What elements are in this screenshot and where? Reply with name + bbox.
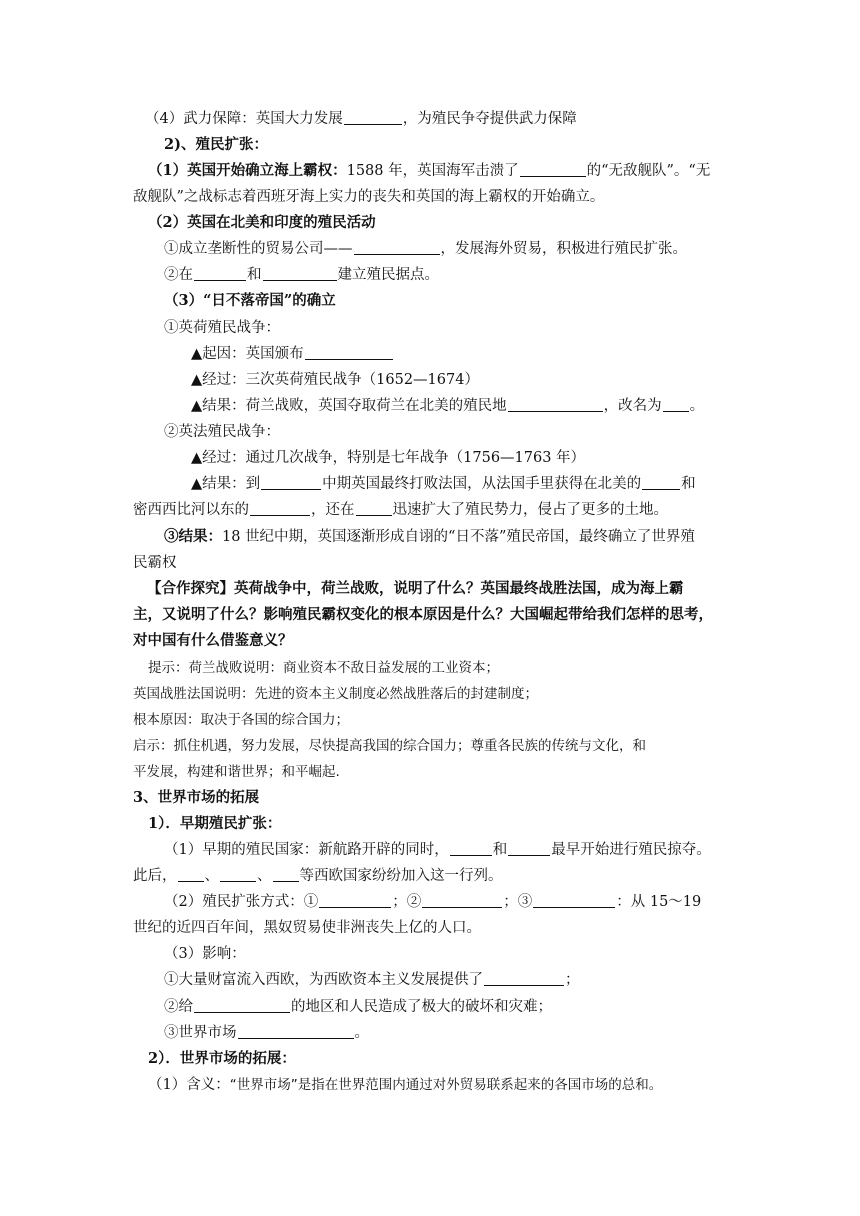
subsection-heading: （2）英国在北美和印度的殖民活动 bbox=[148, 214, 376, 231]
paragraph-line: ③结果：18 世纪中期，英国逐渐形成自诩的“日不落”殖民帝国，最终确立了世界殖 bbox=[164, 528, 695, 545]
fill-blank bbox=[261, 475, 321, 490]
paragraph-line: 密西西比河以东的 ，还在 迅速扩大了殖民势力，侵占了更多的土地。 bbox=[133, 502, 668, 518]
paragraph-line: ▲结果：到 中期英国最终打败法国，从法国手里获得在北美的 和 bbox=[191, 476, 696, 492]
cooperative-inquiry: 主，又说明了什么？影响殖民霸权变化的根本原因是什么？大国崛起带给我们怎样的思考， bbox=[133, 606, 713, 623]
fill-blank bbox=[194, 266, 246, 281]
fill-blank bbox=[484, 971, 564, 986]
fill-blank bbox=[273, 867, 299, 882]
hint-line: 根本原因：取决于各国的综合国力； bbox=[133, 712, 349, 728]
fill-blank bbox=[663, 397, 689, 412]
fill-blank bbox=[178, 867, 204, 882]
fill-blank bbox=[642, 475, 680, 490]
fill-blank bbox=[263, 266, 337, 281]
paragraph-line: （2）殖民扩张方式：① ；② ；③ ：从 15～19 bbox=[164, 894, 702, 910]
hint-line: 启示：抓住机遇，努力发展，尽快提高我国的综合国力；尊重各民族的传统与文化，和 bbox=[133, 738, 646, 754]
paragraph-line: 敌舰队”之战标志着西班牙海上实力的丧失和英国的海上霸权的开始确立。 bbox=[133, 189, 605, 205]
paragraph-line: （1）英国开始确立海上霸权：1588 年，英国海军击溃了 的“无敌舰队”。“无 bbox=[148, 162, 711, 179]
paragraph-line: ①英荷殖民战争： bbox=[164, 320, 280, 336]
section-heading: 2)、殖民扩张： bbox=[164, 136, 268, 153]
paragraph-line: ①大量财富流入西欧，为西欧资本主义发展提供了 ； bbox=[164, 972, 580, 988]
subsection-heading: 1）．早期殖民扩张： bbox=[148, 815, 282, 832]
paragraph-line: 此后， 、 、 等西欧国家纷纷加入这一行列。 bbox=[133, 868, 503, 884]
fill-blank bbox=[354, 240, 440, 255]
paragraph-line: 民霸权 bbox=[133, 555, 177, 571]
paragraph-line: ②在 和 建立殖民据点。 bbox=[164, 267, 439, 283]
cooperative-inquiry: 【合作探究】英荷战争中，荷兰战败，说明了什么？英国最终战胜法国，成为海上霸 bbox=[147, 580, 684, 597]
subsection-heading: 2）．世界市场的拓展： bbox=[148, 1050, 296, 1067]
paragraph-line: ②英法殖民战争： bbox=[164, 424, 280, 440]
fill-blank bbox=[356, 501, 392, 516]
fill-blank bbox=[508, 841, 550, 856]
fill-blank bbox=[305, 345, 393, 360]
fill-blank bbox=[238, 1024, 354, 1039]
hint-line: 平发展，构建和谐世界；和平崛起. bbox=[133, 764, 340, 780]
cooperative-inquiry: 对中国有什么借鉴意义？ bbox=[133, 632, 293, 649]
paragraph-line: ▲结果：荷兰战败，英国夺取荷兰在北美的殖民地 ，改名为 。 bbox=[191, 398, 705, 414]
fill-blank bbox=[450, 841, 492, 856]
paragraph-line: （1）早期的殖民国家：新航路开辟的同时， 和 最早开始进行殖民掠夺。 bbox=[164, 842, 711, 858]
fill-blank bbox=[250, 501, 310, 516]
fill-blank bbox=[422, 893, 502, 908]
fill-blank bbox=[520, 162, 586, 177]
hint-line: 提示：荷兰战败说明：商业资本不敌日益发展的工业资本； bbox=[148, 660, 499, 676]
fill-blank bbox=[220, 867, 256, 882]
fill-blank bbox=[508, 397, 603, 412]
paragraph-line: ③世界市场 。 bbox=[164, 1025, 369, 1041]
paragraph-line: （3）影响： bbox=[164, 946, 246, 962]
paragraph-line: 世纪的近四百年间，黑奴贸易使非洲丧失上亿的人口。 bbox=[133, 920, 481, 936]
subsection-heading: （3）“日不落帝国”的确立 bbox=[164, 292, 336, 309]
paragraph-line: ▲起因：英国颁布 bbox=[191, 344, 791, 364]
paragraph-line: ①成立垄断性的贸易公司—— ，发展海外贸易，积极进行殖民扩张。 bbox=[164, 241, 687, 257]
paragraph-line: （1）含义：“世界市场”是指在世界范围内通过对外贸易联系起来的各国市场的总和。 bbox=[148, 1077, 663, 1093]
paragraph-line: （4）武力保障：英国大力发展 ，为殖民争夺提供武力保障 bbox=[145, 111, 577, 127]
paragraph-line: ▲经过：通过几次战争，特别是七年战争（1756—1763 年） bbox=[191, 450, 586, 466]
paragraph-line: ②给 的地区和人民造成了极大的破坏和灾难； bbox=[164, 999, 552, 1015]
fill-blank bbox=[344, 110, 402, 125]
hint-line: 英国战胜法国说明：先进的资本主义制度必然战胜落后的封建制度； bbox=[133, 686, 538, 702]
fill-blank bbox=[319, 893, 391, 908]
paragraph-line: ▲经过：三次英荷殖民战争（1652—1674） bbox=[191, 372, 479, 388]
fill-blank bbox=[194, 998, 290, 1013]
section-heading: 3、世界市场的拓展 bbox=[133, 789, 260, 806]
fill-blank bbox=[533, 893, 615, 908]
